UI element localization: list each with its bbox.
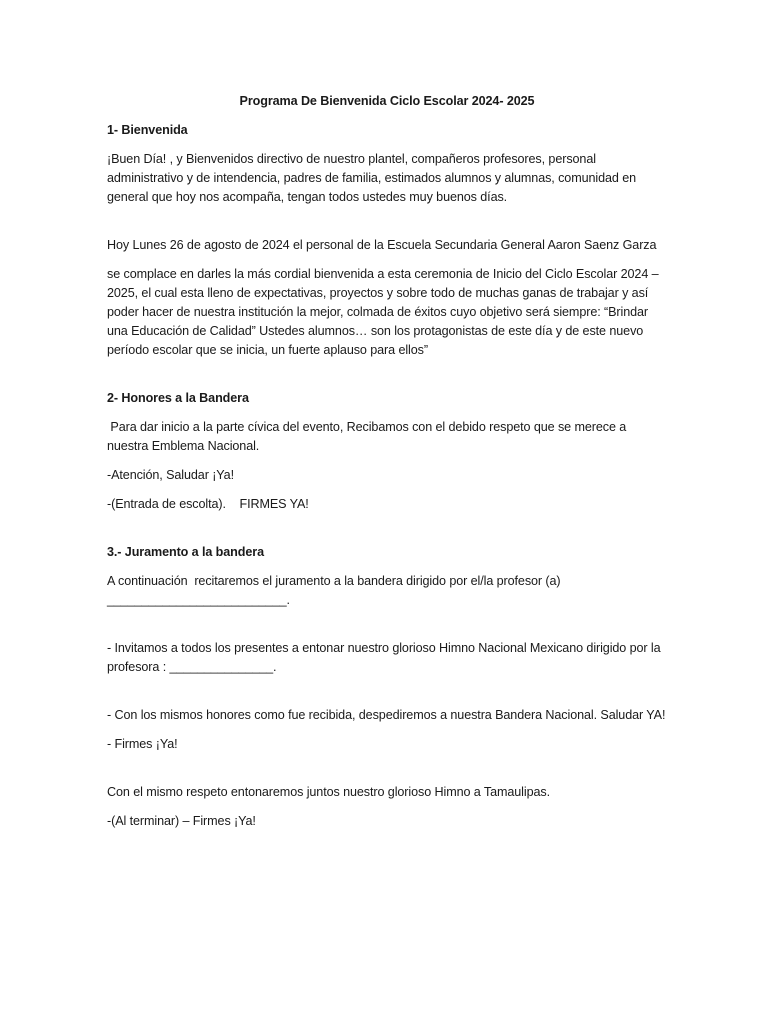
- spacer: [107, 217, 667, 236]
- document-page: [107, 92, 667, 841]
- spacer: [107, 524, 667, 543]
- paragraph-date-school: Hoy Lunes 26 de agosto de 2024 el personal de la Escuela Secundaria General Aaron Saenz Garza: [107, 238, 657, 252]
- paragraph-attention-salute: -Atención, Saludar ¡Ya!: [107, 468, 234, 482]
- paragraph-escort-entry: -(Entrada de escolta). FIRMES YA!: [107, 497, 309, 511]
- paragraph-firmes: - Firmes ¡Ya!: [107, 737, 178, 751]
- section-heading-juramento: 3.- Juramento a la bandera: [107, 545, 264, 559]
- document-title: Programa De Bienvenida Ciclo Escolar 2024- 2025: [239, 94, 535, 108]
- paragraph-tamaulipas-anthem: Con el mismo respeto entonaremos juntos nuestro glorioso Himno a Tamaulipas.: [107, 785, 550, 799]
- spacer: [107, 620, 667, 639]
- paragraph-welcome-ceremony: se complace en darles la más cordial bienvenida a esta ceremonia de Inicio del Ciclo Escolar 2024 – 2025, el cual esta lleno de expectativas, proyectos y sobre todo de muchas ganas de trabajar y así poder hacer de nuestra institución la mejor, colmada de éxitos cuyo objetivo será siempre: “Brindar una Educación de Calidad” Ustedes alumnos… son los protagonistas de este día y de este nuevo período escolar que se inicia, un fuerte aplauso para ellos”: [107, 267, 659, 357]
- spacer: [107, 764, 667, 783]
- paragraph-oath: A continuación recitaremos el juramento a la bandera dirigido por el/la profesor (a) __________________________.: [107, 574, 564, 607]
- paragraph-civic-start: Para dar inicio a la parte cívica del evento, Recibamos con el debido respeto que se merece a nuestra Emblema Nacional.: [107, 420, 630, 453]
- section-heading-honores: 2- Honores a la Bandera: [107, 391, 249, 405]
- paragraph-national-anthem: - Invitamos a todos los presentes a entonar nuestro glorioso Himno Nacional Mexicano dirigido por la profesora : _______________.: [107, 641, 661, 674]
- paragraph-greeting: ¡Buen Día! , y Bienvenidos directivo de nuestro plantel, compañeros profesores, personal administrativo y de intendencia, padres de familia, estimados alumnos y alumnas, comunidad en general que hoy nos acompaña, tengan todos ustedes muy buenos días.: [107, 152, 637, 204]
- section-heading-bienvenida: 1- Bienvenida: [107, 123, 188, 137]
- paragraph-flag-farewell: - Con los mismos honores como fue recibida, despediremos a nuestra Bandera Nacional. Saludar YA!: [107, 708, 666, 722]
- spacer: [107, 687, 667, 706]
- spacer: [107, 370, 667, 389]
- paragraph-final-firmes: -(Al terminar) – Firmes ¡Ya!: [107, 814, 256, 828]
